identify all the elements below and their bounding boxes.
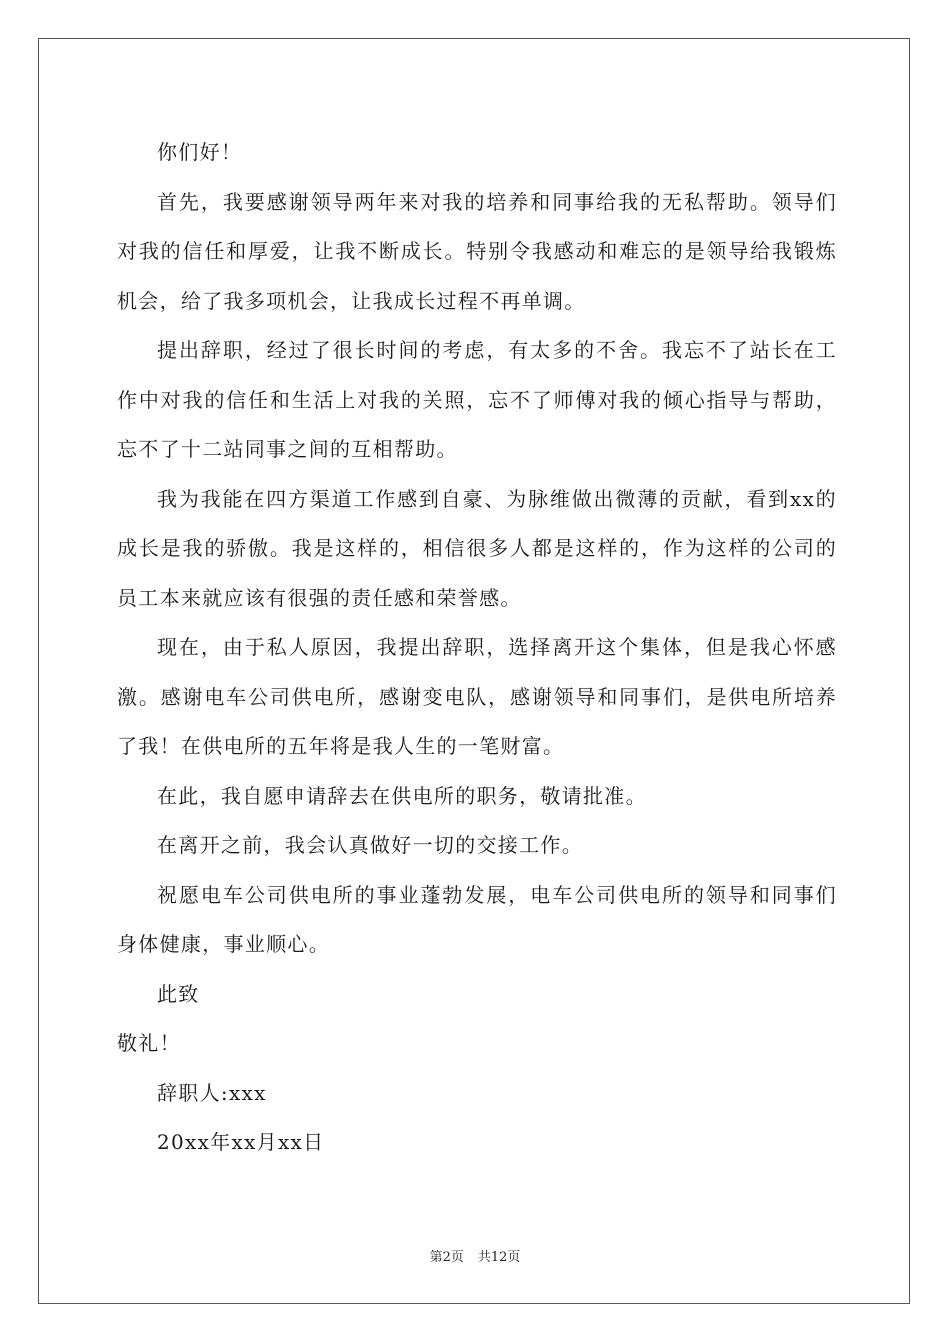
page-total: 共12页 <box>477 1250 521 1265</box>
closing-regards: 敬礼！ <box>117 1031 181 1055</box>
page-number: 第2页 <box>429 1250 464 1265</box>
signature: 辞职人:xxx <box>157 1080 267 1105</box>
date: 20xx年xx月xx日 <box>157 1130 325 1154</box>
paragraph-request: 在此，我自愿申请辞去在供电所的职务，敬请批准。 <box>157 783 647 808</box>
paragraph-pride: 我为我能在四方渠道工作感到自豪、为脉维做出微薄的贡献，看到xx的成长是我的骄傲。我是这样的，相信很多人都是这样的，作为这样的公司的员工本来就应该有很强的责任感和荣誉感。 <box>117 486 837 610</box>
paragraph-gratitude: 现在，由于私人原因，我提出辞职，选择离开这个集体，但是我心怀感激。感谢电车公司供电所，感谢变电队，感谢领导和同事们，是供电所培养了我！在供电所的五年将是我人生的一笔财富。 <box>117 635 837 758</box>
paragraph-wishes: 祝愿电车公司供电所的事业蓬勃发展，电车公司供电所的领导和同事们身体健康，事业顺心。 <box>117 882 837 956</box>
paragraph-handover: 在离开之前，我会认真做好一切的交接工作。 <box>157 833 583 857</box>
page-footer <box>0 1246 950 1265</box>
greeting: 你们好！ <box>157 140 243 164</box>
closing-salutation: 此致 <box>157 981 200 1006</box>
paragraph-thanks: 首先，我要感谢领导两年来对我的培养和同事给我的无私帮助。领导们对我的信任和厚爱，让我不断成长。特别令我感动和难忘的是领导给我锻炼机会，给了我多项机会，让我成长过程不再单调。 <box>117 189 837 313</box>
paragraph-resignation-reason: 提出辞职，经过了很长时间的考虑，有太多的不舍。我忘不了站长在工作中对我的信任和生活上对我的关照，忘不了师傅对我的倾心指导与帮助，忘不了十二站同事之间的互相帮助。 <box>117 338 837 461</box>
letter-body <box>117 128 837 1168</box>
